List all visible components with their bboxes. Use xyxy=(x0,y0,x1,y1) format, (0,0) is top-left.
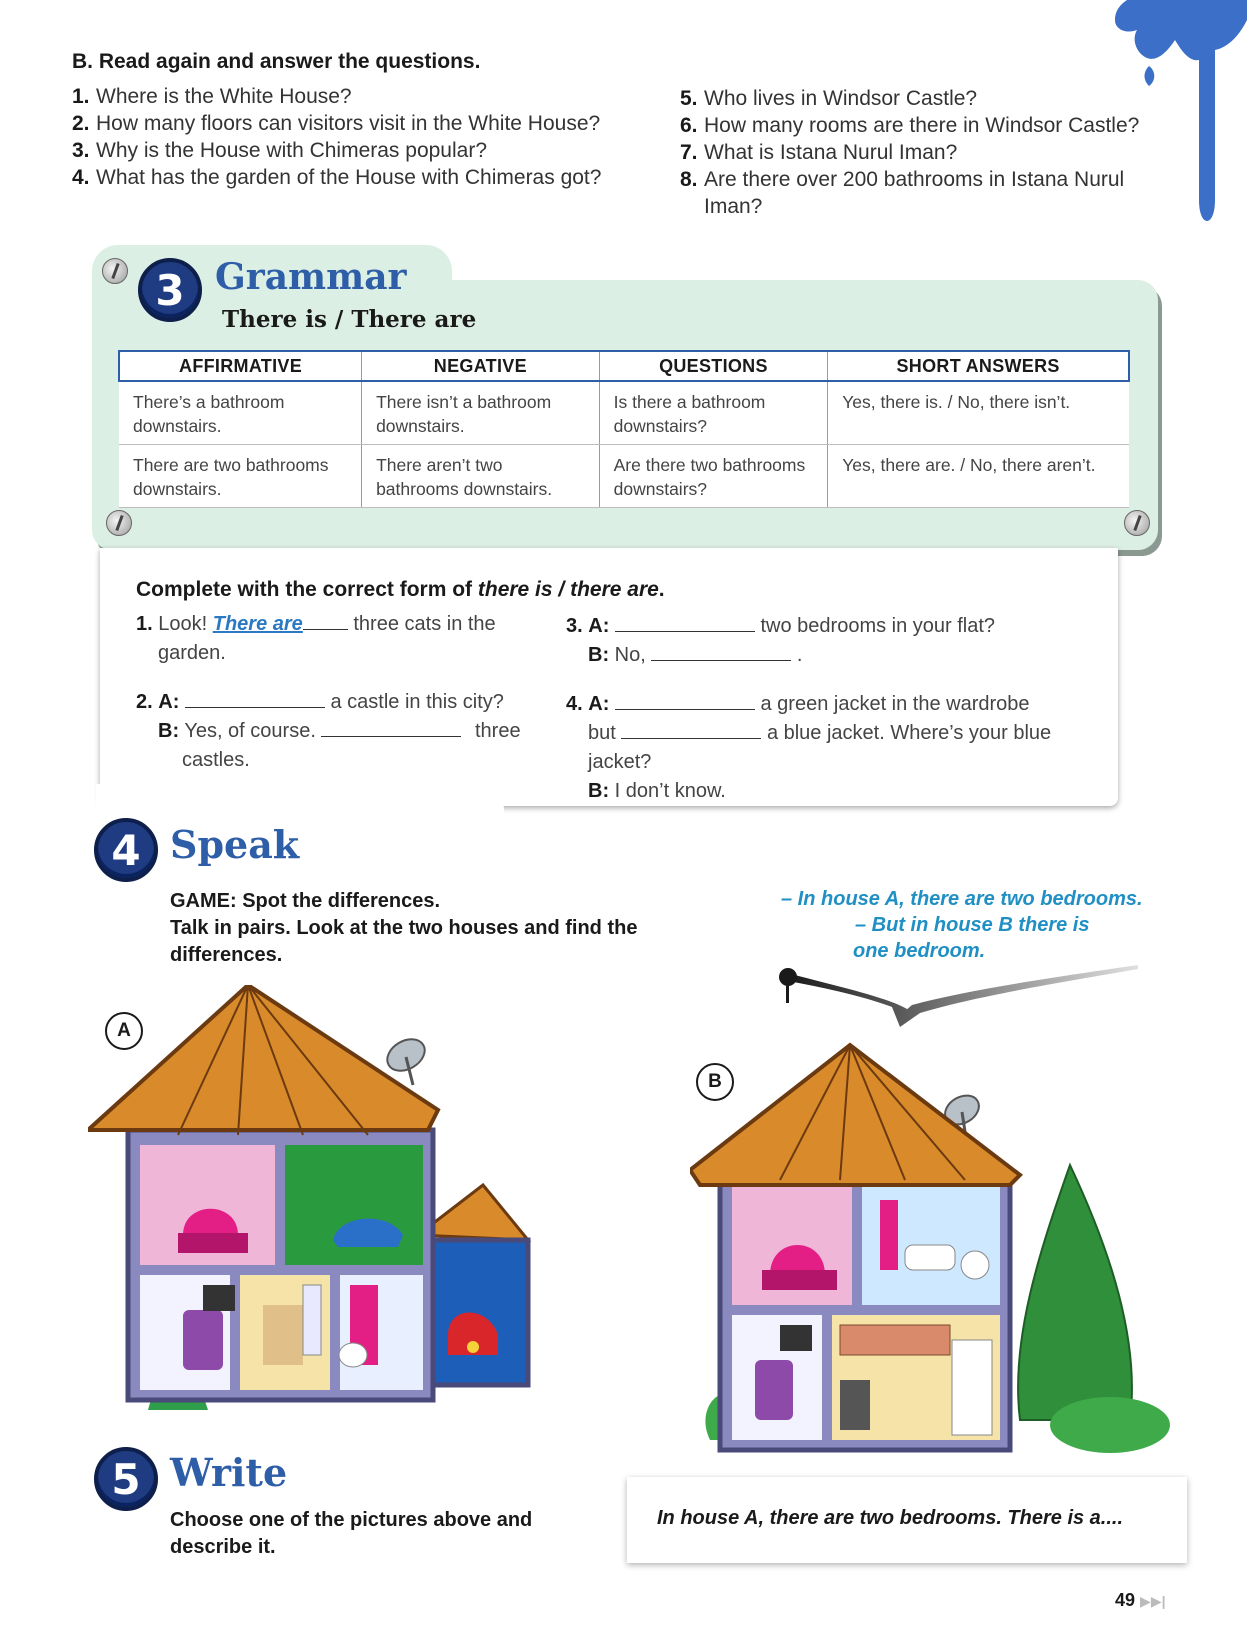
column-header: QUESTIONS xyxy=(599,351,828,381)
speech-line: – But in house B there is xyxy=(855,914,1090,936)
table-cell: There’s a bathroom downstairs. xyxy=(119,381,362,445)
table-header-row xyxy=(119,351,1129,381)
table-row xyxy=(119,381,1129,445)
answer-blank[interactable] xyxy=(621,719,761,739)
example-sentence: In house A, there are two bedrooms. There is a.... xyxy=(657,1507,1124,1529)
answer-blank[interactable] xyxy=(321,717,461,737)
answer-blank[interactable] xyxy=(615,612,755,632)
exercise-instruction: Complete with the correct form of there is / there are. xyxy=(136,578,665,601)
table-cell: There aren’t two bathrooms downstairs. xyxy=(362,445,600,508)
section-number-badge: 4 xyxy=(94,818,158,882)
question-item: 4. What has the garden of the House with Chimeras got? xyxy=(72,166,602,189)
house-a-label: A xyxy=(105,1012,143,1050)
table-cell: Are there two bathrooms downstairs? xyxy=(599,445,828,508)
table-cell: Yes, there is. / No, there isn’t. xyxy=(828,381,1129,445)
question-item: 2. How many floors can visitors visit in the White House? xyxy=(72,112,601,135)
write-instruction: Choose one of the pictures above and describe it. xyxy=(170,1509,533,1558)
column-header: NEGATIVE xyxy=(362,351,600,381)
exercise-item-4: 4. A: a green jacket in the wardrobe but a blue jacket. Where’s your blue jacket? B: I don’t know. xyxy=(566,690,1086,806)
question-item: 1. Where is the White House? xyxy=(72,85,352,108)
speak-title: Speak xyxy=(170,822,300,867)
pin-icon xyxy=(102,258,128,284)
section-b-heading: B. Read again and answer the questions. xyxy=(72,50,481,73)
tree-icon xyxy=(1018,1165,1170,1453)
table-cell: There isn’t a bathroom downstairs. xyxy=(362,381,600,445)
questions-right-column xyxy=(680,85,1160,220)
section-number-badge: 5 xyxy=(94,1447,158,1511)
house-b-illustration xyxy=(690,1020,1170,1470)
grammar-subtitle: There is / There are xyxy=(222,306,477,333)
answer-blank[interactable] xyxy=(615,690,755,710)
exercise-item-1: 1. Look! There are three cats in the garden. xyxy=(136,610,536,668)
exercise-item-2: 2. A: a castle in this city? B: Yes, of course. three castles. xyxy=(136,688,556,775)
exercise-box-notch xyxy=(96,784,504,824)
table-cell: Yes, there are. / No, there aren’t. xyxy=(828,445,1129,508)
question-item: 7. What is Istana Nurul Iman? xyxy=(680,141,958,164)
grammar-table xyxy=(118,350,1130,508)
house-b-label: B xyxy=(696,1063,734,1101)
question-item: 3. Why is the House with Chimeras popular? xyxy=(72,139,488,162)
exercise-item-3: 3. A: two bedrooms in your flat? B: No, . xyxy=(566,612,1066,670)
column-header: AFFIRMATIVE xyxy=(119,351,362,381)
answer-blank[interactable] xyxy=(185,688,325,708)
table-cell: There are two bathrooms downstairs. xyxy=(119,445,362,508)
write-title: Write xyxy=(170,1450,288,1495)
grammar-title: Grammar xyxy=(215,256,407,298)
pin-icon xyxy=(106,510,132,536)
column-header: SHORT ANSWERS xyxy=(828,351,1129,381)
page-number: 49 ▶▶| xyxy=(1115,1590,1166,1610)
speech-line: one bedroom. xyxy=(853,940,986,962)
question-item: 8. Are there over 200 bathrooms in Istana Nurul Iman? xyxy=(680,168,1125,218)
question-item: 6. How many rooms are there in Windsor Castle? xyxy=(680,114,1140,137)
section-number-badge: 3 xyxy=(138,258,202,322)
question-item: 5. Who lives in Windsor Castle? xyxy=(680,87,978,110)
speech-line: – In house A, there are two bedrooms. xyxy=(781,888,1143,910)
answer-blank[interactable] xyxy=(303,610,348,630)
questions-left-column xyxy=(72,83,632,191)
table-row xyxy=(119,445,1129,508)
answer-blank[interactable] xyxy=(651,641,791,661)
page-forward-icon: ▶▶| xyxy=(1140,1593,1166,1609)
pin-icon xyxy=(1124,510,1150,536)
speak-instructions: GAME: Spot the differences. Talk in pairs. Look at the two houses and find the differences. xyxy=(170,890,638,966)
table-cell: Is there a bathroom downstairs? xyxy=(599,381,828,445)
answer-example: There are xyxy=(212,613,303,635)
house-a-illustration xyxy=(88,985,560,1415)
